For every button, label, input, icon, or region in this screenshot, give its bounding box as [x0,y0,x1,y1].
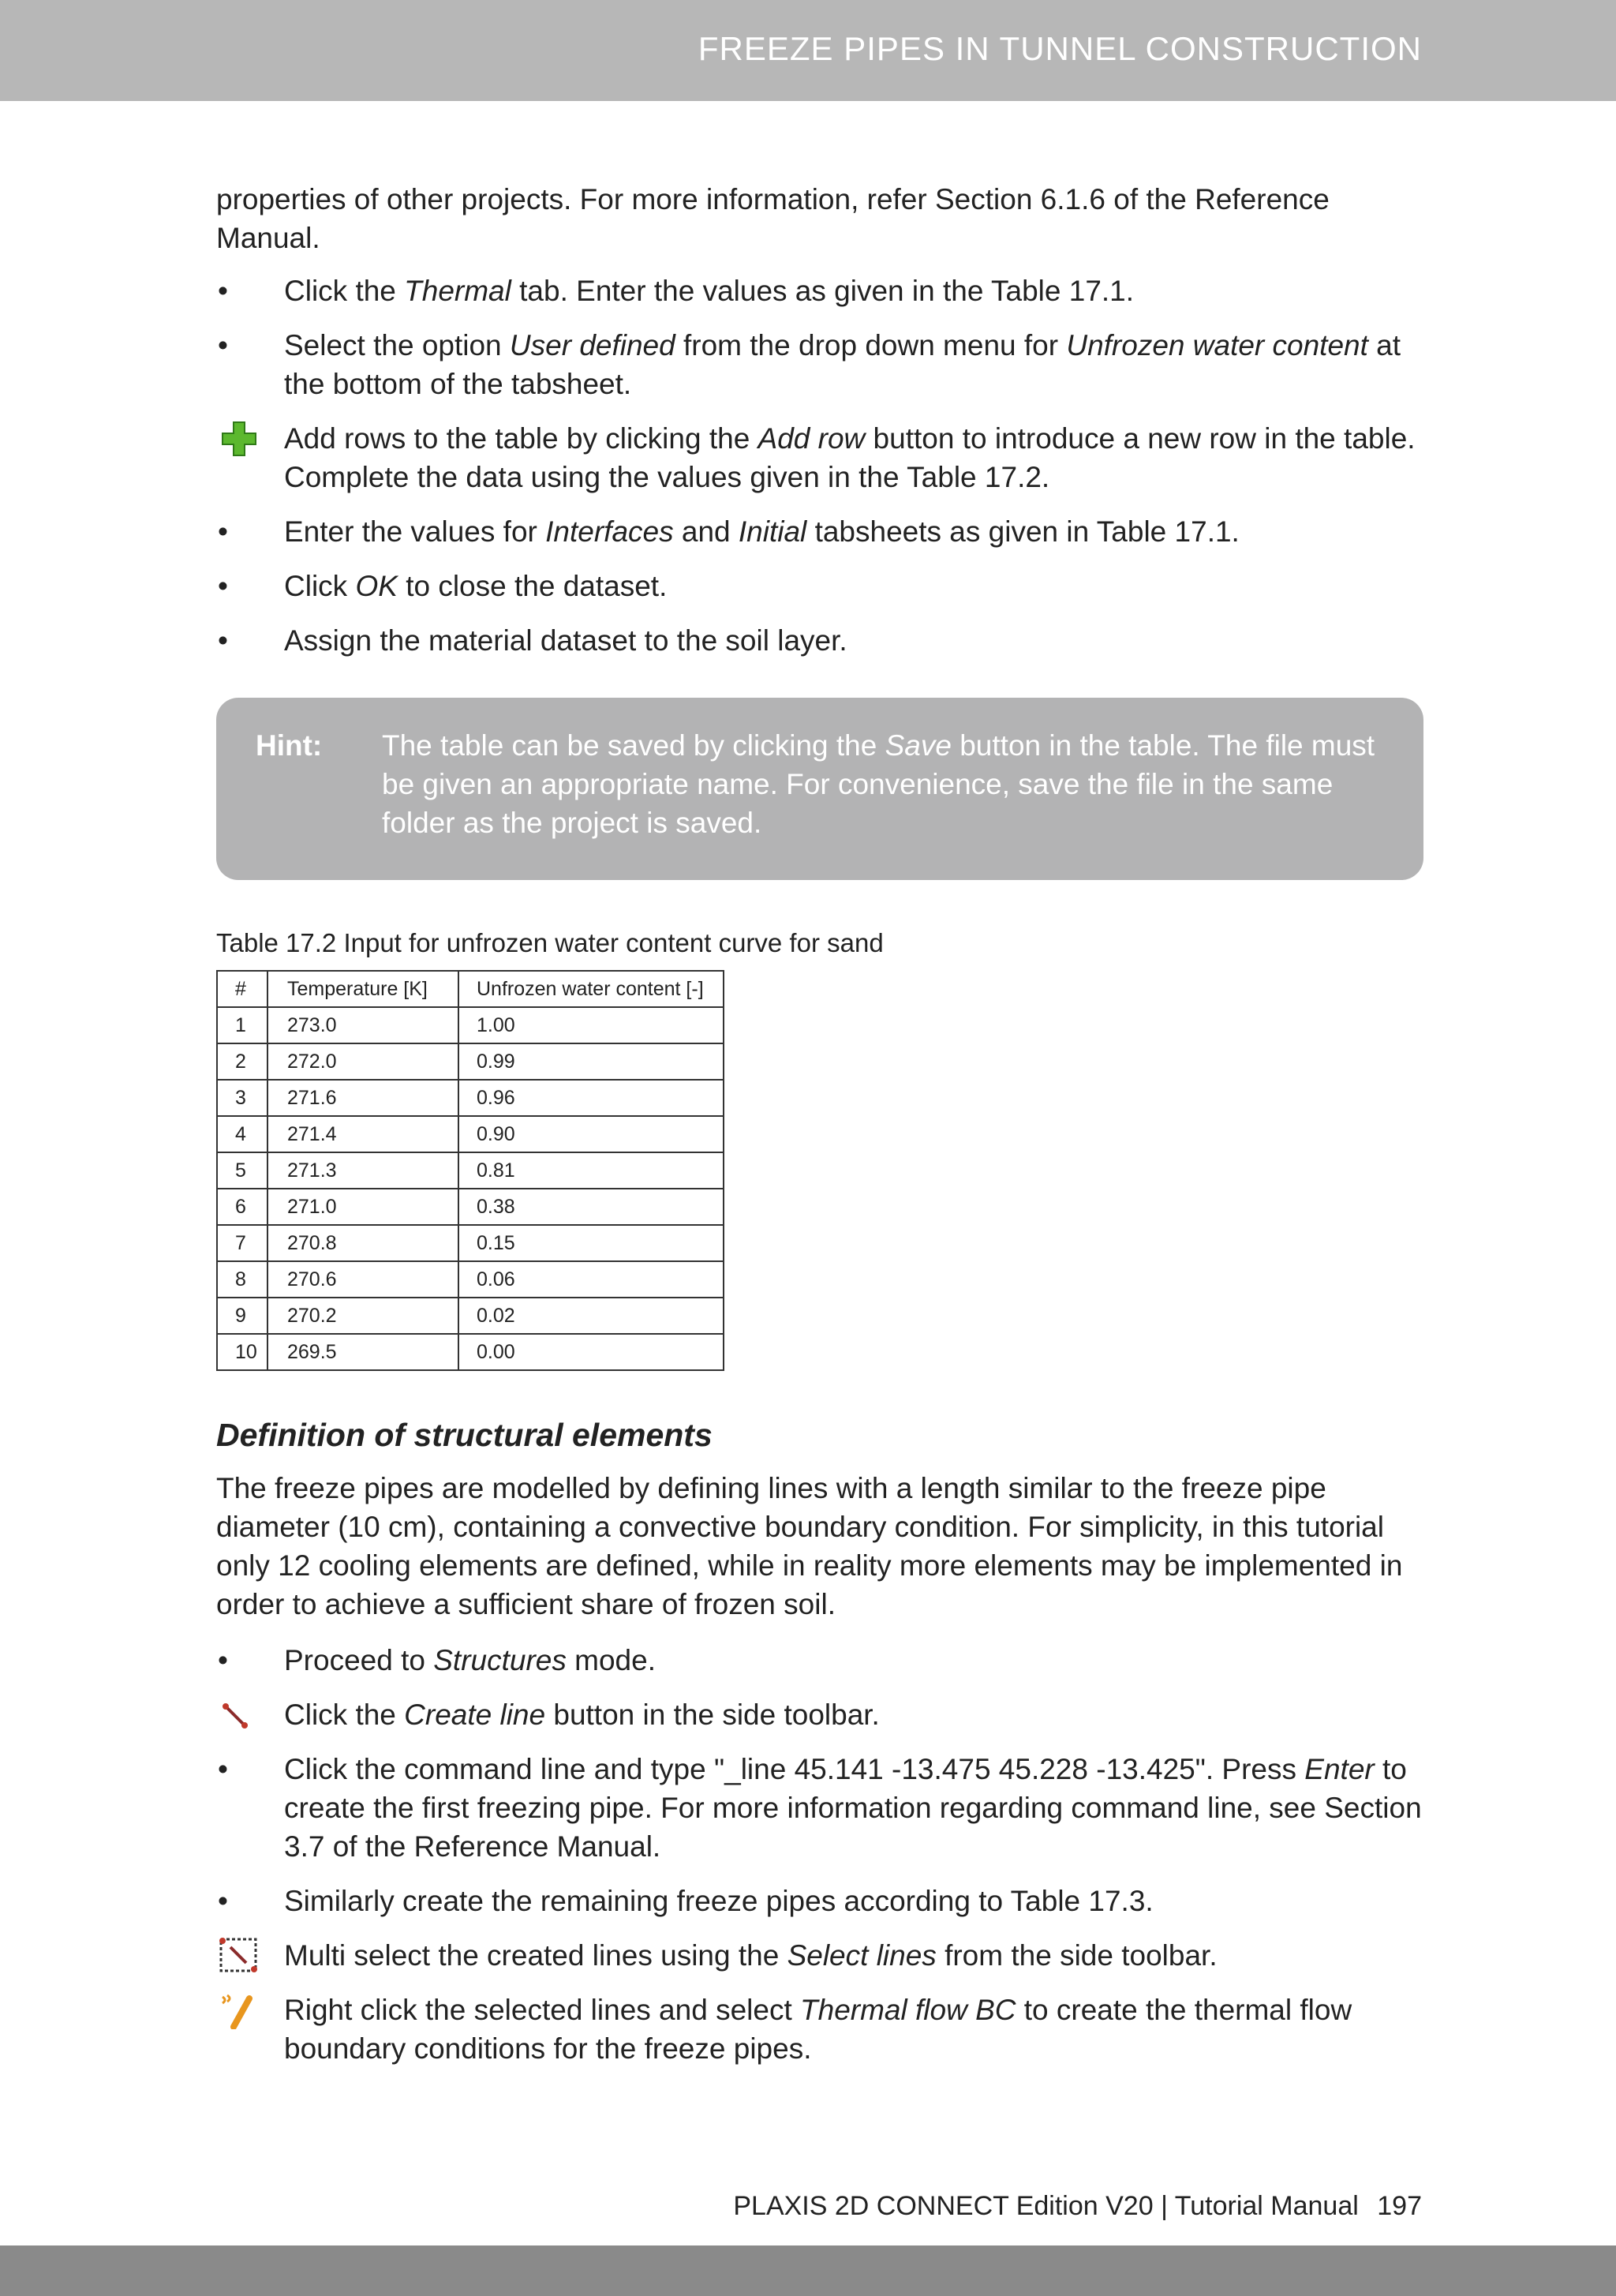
table-cell: 273.0 [267,1007,458,1043]
table-cell: 2 [217,1043,267,1080]
text-run: and [673,515,739,548]
bullet-marker: • [218,515,228,548]
list-item-text [284,1936,1423,1975]
table-cell: 269.5 [267,1334,458,1370]
table-cell: 0.02 [458,1298,724,1334]
text-run: Add rows to the table by clicking the [284,422,758,455]
list-item-text [284,567,1423,605]
text-run: at the bottom of the tabsheet. [284,329,1401,400]
table-cell: 3 [217,1080,267,1116]
list-item-text [284,621,1423,660]
table-cell: 5 [217,1152,267,1189]
select-lines-icon [216,1936,264,1975]
table-cell: 270.6 [267,1261,458,1298]
hint-text [382,726,1384,842]
text-run: from the side toolbar. [936,1939,1218,1972]
emphasized-term: Enter [1304,1753,1375,1785]
table-row [217,1007,724,1043]
table-row [217,1225,724,1261]
emphasized-term: Interfaces [545,515,674,548]
text-run: Click [284,570,356,602]
emphasized-term: Create line [404,1699,546,1731]
table-cell: 272.0 [267,1043,458,1080]
text-run: The table can be saved by clicking the [382,729,885,762]
table-cell: 271.3 [267,1152,458,1189]
table-cell: 0.81 [458,1152,724,1189]
text-run: Click the [284,275,405,307]
text-run: Click the [284,1699,405,1731]
table-row [217,1116,724,1152]
table-cell: 0.99 [458,1043,724,1080]
table-cell: 7 [217,1225,267,1261]
table-cell: 271.6 [267,1080,458,1116]
hint-box [216,698,1423,880]
list-item [216,621,1423,660]
list-item [216,1750,1423,1866]
emphasized-term: Unfrozen water content [1066,329,1368,361]
table-cell: 0.00 [458,1334,724,1370]
emphasized-term: Initial [738,515,807,548]
bullet-marker: • [218,570,228,602]
emphasized-term: Thermal [404,275,511,307]
text-run: to create the thermal flow boundary conditions for the freeze pipes. [284,1994,1352,2065]
table-cell: 270.2 [267,1298,458,1334]
table-header-cell: # [217,971,267,1007]
table-cell: 10 [217,1334,267,1370]
footer-band [0,2245,1616,2296]
list-item-text [284,419,1423,496]
list-item [216,419,1423,496]
bullet-marker: • [218,624,228,657]
emphasized-term: Add row [758,422,866,455]
list-item-text [284,326,1423,403]
text-run: button in the side toolbar. [545,1699,880,1731]
bullet-marker: • [218,1644,228,1676]
list-item-text [284,1882,1423,1920]
list-item [216,1936,1423,1975]
text-run: button in the table. The file must be given an appropriate name. For convenience, save the file in the same folder as the project is saved. [382,729,1375,839]
text-run: to close the dataset. [397,570,668,602]
table-cell: 0.90 [458,1116,724,1152]
table-row [217,1189,724,1225]
text-run: Proceed to [284,1644,434,1676]
text-run: Multi select the created lines using the [284,1939,787,1972]
list-item-text [284,1991,1423,2068]
list-item [216,326,1423,403]
text-run: mode. [566,1644,656,1676]
bullet-marker: • [218,1885,228,1917]
emphasized-term: Structures [433,1644,567,1676]
table-cell: 6 [217,1189,267,1225]
emphasized-term: User defined [509,329,675,361]
instruction-list-2 [216,1641,1423,2068]
running-header: FREEZE PIPES IN TUNNEL CONSTRUCTION [698,30,1422,67]
list-item-text [284,1641,1423,1680]
table-cell: 270.8 [267,1225,458,1261]
text-run: Select the option [284,329,510,361]
table-cell: 0.06 [458,1261,724,1298]
text-run: button to introduce a new row in the table. Complete the data using the values given in the Table 17.2. [284,422,1416,493]
emphasized-term: OK [355,570,398,602]
list-item [216,1641,1423,1680]
page-content [216,180,1423,2068]
table-cell: 1.00 [458,1007,724,1043]
table-cell: 271.4 [267,1116,458,1152]
page-footer [733,2191,1422,2222]
list-item-text [284,1695,1423,1734]
table-cell: 9 [217,1298,267,1334]
text-run: to create the first freezing pipe. For more information regarding command line, see Section 3.7 of the Reference Manual. [284,1753,1422,1863]
table-row [217,1152,724,1189]
list-item [216,1991,1423,2068]
intro-paragraph: properties of other projects. For more information, refer Section 6.1.6 of the Reference Manual. [216,183,1330,254]
text-run: Similarly create the remaining freeze pipes according to Table 17.3. [284,1885,1154,1917]
table-row [217,1261,724,1298]
list-item-text [284,1750,1423,1866]
section-heading: Definition of structural elements [216,1417,713,1453]
table-row [217,1043,724,1080]
thermal-flow-icon [216,1991,264,2029]
list-item-text [284,272,1423,310]
table-cell: 0.15 [458,1225,724,1261]
footer-label: PLAXIS 2D CONNECT Edition V20 | Tutorial Manual [733,2191,1359,2221]
table-cell: 8 [217,1261,267,1298]
table-cell: 1 [217,1007,267,1043]
unfrozen-water-table [216,970,724,1371]
table-row [217,1298,724,1334]
page-number: 197 [1377,2191,1422,2221]
add-row-icon [216,419,264,458]
hint-label: Hint: [256,729,323,762]
emphasized-term: Thermal flow BC [800,1994,1016,2026]
list-item [216,1695,1423,1734]
list-item [216,512,1423,551]
section-paragraph: The freeze pipes are modelled by defining lines with a length similar to the freeze pipe diameter (10 cm), containing a convective boundary condition. For simplicity, in this tutorial only 12 cooling elements are defined, while in reality more elements may be implemented in order to achieve a sufficient share of frozen soil. [216,1472,1403,1620]
table-header-row [217,971,724,1007]
list-item-text [284,512,1423,551]
table-cell: 0.96 [458,1080,724,1116]
text-run: Click the command line and type "_line 45.141 -13.475 45.228 -13.425". Press [284,1753,1305,1785]
bullet-marker: • [218,275,228,307]
table-row [217,1080,724,1116]
emphasized-term: Select lines [787,1939,937,1972]
text-run: Assign the material dataset to the soil layer. [284,624,847,657]
instruction-list-1 [216,272,1423,660]
list-item [216,272,1423,310]
list-item [216,1882,1423,1920]
table-cell: 0.38 [458,1189,724,1225]
list-item [216,567,1423,605]
table-cell: 271.0 [267,1189,458,1225]
table-header-cell: Temperature [K] [267,971,458,1007]
bullet-marker: • [218,329,228,361]
text-run: from the drop down menu for [675,329,1067,361]
table-header-cell: Unfrozen water content [-] [458,971,724,1007]
table-caption: Table 17.2 Input for unfrozen water content curve for sand [216,928,884,957]
text-run: tab. Enter the values as given in the Table 17.1. [511,275,1135,307]
text-run: Right click the selected lines and select [284,1994,801,2026]
table-row [217,1334,724,1370]
text-run: tabsheets as given in Table 17.1. [806,515,1240,548]
bullet-marker: • [218,1753,228,1785]
create-line-icon [216,1695,264,1734]
emphasized-term: Save [885,729,952,762]
table-cell: 4 [217,1116,267,1152]
text-run: Enter the values for [284,515,546,548]
